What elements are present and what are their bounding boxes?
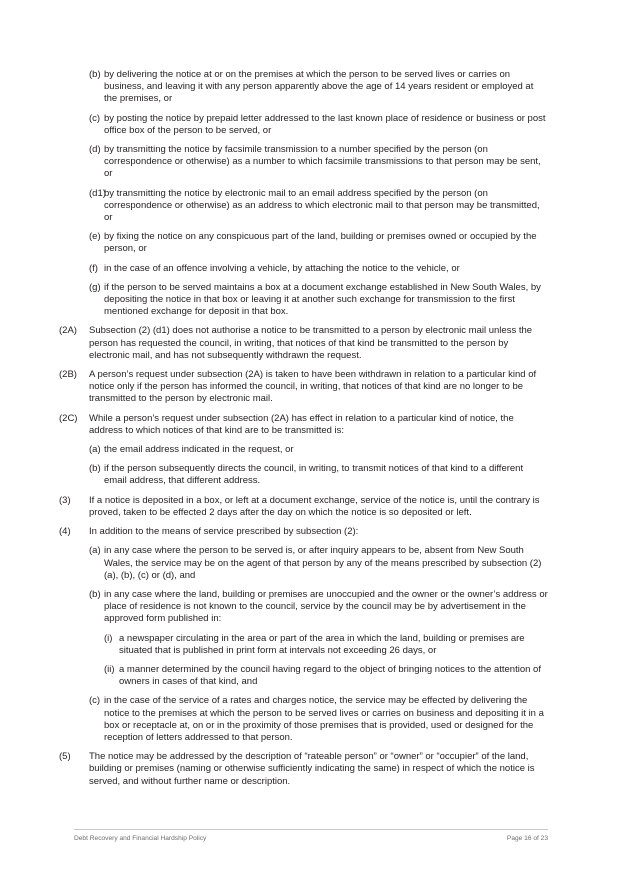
clause-2a bbox=[59, 325, 548, 362]
clause-label: (b) bbox=[89, 588, 101, 600]
footer-divider bbox=[74, 829, 548, 830]
subclause-c bbox=[74, 113, 548, 137]
clause-label: (c) bbox=[89, 112, 101, 124]
clause-label: (3) bbox=[59, 494, 71, 506]
clause-text: The notice may be addressed by the description of “rateable person” or “owner” or “occupier” of the land, building or premises (naming or otherwise sufficiently indicating the same) in respect of which the notice is served, and without further name or description. bbox=[89, 751, 535, 787]
clause-label: (d) bbox=[89, 144, 101, 156]
clause-text: by transmitting the notice by electronic mail to an email address specified by the person (on correspondence or otherwise) as an address to which electronic mail to that person may be transmitted, or bbox=[104, 187, 540, 224]
clause-label: (c) bbox=[89, 695, 101, 707]
clause-2b bbox=[59, 369, 548, 406]
clause-text: a manner determined by the council having regard to the object of bringing notices to the attention of owners in cases of that kind, and bbox=[119, 663, 541, 688]
clause-label: (2C) bbox=[59, 412, 78, 424]
clause-label: (2B) bbox=[59, 369, 77, 381]
clause-text: Subsection (2) (d1) does not authorise a notice to be transmitted to a person by electronic mail unless the person has requested the council, in writing, that notices of that kind be transmitted to the person by electronic mail, and has not subsequently withdrawn the request. bbox=[89, 325, 533, 361]
subclause-d bbox=[74, 144, 548, 181]
footer-page-number: Page 16 of 23 bbox=[506, 835, 548, 842]
clause-label: (d1) bbox=[89, 187, 106, 199]
subclause-f bbox=[74, 263, 548, 275]
clause-label: (ii) bbox=[104, 663, 115, 675]
clause-label: (b) bbox=[89, 69, 101, 80]
subclause-d1 bbox=[74, 188, 548, 225]
clause-text: While a person’s request under subsection (2A) has effect in relation to a particular kind of notice, the address to which notices of that kind are to be transmitted is: bbox=[89, 412, 514, 436]
clause-text: If a notice is deposited in a box, or left at a document exchange, service of the notice is, until the contrary is proved, taken to be effected 2 days after the day on which the notice is so deposited or left. bbox=[89, 494, 540, 518]
clause-label: (2A) bbox=[59, 325, 77, 337]
subclause-a bbox=[74, 444, 548, 456]
clause-label: (f) bbox=[89, 262, 98, 274]
clause-label: (b) bbox=[89, 463, 101, 475]
subclause-e bbox=[74, 231, 548, 255]
clause-3 bbox=[59, 494, 548, 519]
clause-text: in the case of an offence involving a vehicle, by attaching the notice to the vehicle, or bbox=[104, 262, 460, 274]
clause-text: by posting the notice by prepaid letter addressed to the last known place of residence or business or post office box of the person to be served, or bbox=[104, 112, 546, 136]
footer-document-title: Debt Recovery and Financial Hardship Policy bbox=[74, 835, 207, 842]
subclause-c bbox=[74, 695, 548, 744]
subclause-b bbox=[74, 589, 548, 626]
clause-label: (a) bbox=[89, 444, 101, 456]
clause-text: if the person subsequently directs the council, in writing, to transmit notices of that kind to a different email address, that different address. bbox=[104, 463, 524, 487]
clause-text: a newspaper circulating in the area or part of the area in which the land, building or premises are situated that is published in print form at intervals not exceeding 26 days, or bbox=[119, 632, 525, 656]
subclause-b bbox=[74, 463, 548, 487]
clause-5 bbox=[59, 751, 548, 788]
clause-text: in the case of the service of a rates and charges notice, the service may be effected by delivering the notice to the premises at which the person to be served lives or carries on business and depositing it in a box or receptacle at, on or in the proximity of those premises that is provided, used or designed for the reception of letters addressed to that person. bbox=[104, 695, 544, 743]
subclause-b bbox=[74, 69, 548, 106]
clause-label: (g) bbox=[89, 281, 101, 293]
subclause-i bbox=[74, 633, 548, 657]
clause-2c bbox=[59, 412, 548, 437]
clause-text: if the person to be served maintains a box at a document exchange established in New South Wales, by depositing the notice in that box or leaving it at another such exchange for transmission to the first mentioned exchange for deposit in that box. bbox=[104, 281, 541, 318]
clause-label: (e) bbox=[89, 231, 101, 243]
subclause-g bbox=[74, 282, 548, 319]
clause-text: in any case where the land, building or premises are unoccupied and the owner or the owner’s address or place of residence is not known to the council, service by the council may be by advertisement in the approved form published in: bbox=[104, 588, 548, 625]
subclause-ii bbox=[74, 664, 548, 688]
clause-text: by delivering the notice at or on the premises at which the person to be served lives or carries on business, and leaving it with any person apparently above the age of 14 years resident or employed at the premises, or bbox=[104, 69, 534, 105]
clause-text: In addition to the means of service prescribed by subsection (2): bbox=[89, 526, 359, 538]
subclause-a bbox=[74, 545, 548, 582]
clause-text: in any case where the person to be served is, or after inquiry appears to be, absent from New South Wales, the service may be on the agent of that person by any of the means prescribed by subsection (2) (a), (b), (c) or (d), and bbox=[104, 545, 542, 581]
clause-text: by transmitting the notice by facsimile transmission to a number specified by the person (on correspondence or otherwise) as a number to which facsimile transmissions to that person may be sent, or bbox=[104, 144, 541, 180]
clause-label: (a) bbox=[89, 545, 101, 557]
clause-label: (4) bbox=[59, 526, 71, 538]
clause-text: A person’s request under subsection (2A) is taken to have been withdrawn in relation to a particular kind of notice only if the person has informed the council, in writing, that notices of that kind are no longer to be transmitted to the person by electronic mail. bbox=[89, 369, 537, 405]
clause-text: the email address indicated in the request, or bbox=[104, 444, 294, 456]
clause-label: (5) bbox=[59, 751, 71, 763]
clause-label: (i) bbox=[104, 632, 113, 644]
clause-4 bbox=[59, 526, 548, 538]
document-body bbox=[59, 69, 548, 795]
clause-text: by fixing the notice on any conspicuous part of the land, building or premises owned or occupied by the person, or bbox=[104, 231, 537, 255]
